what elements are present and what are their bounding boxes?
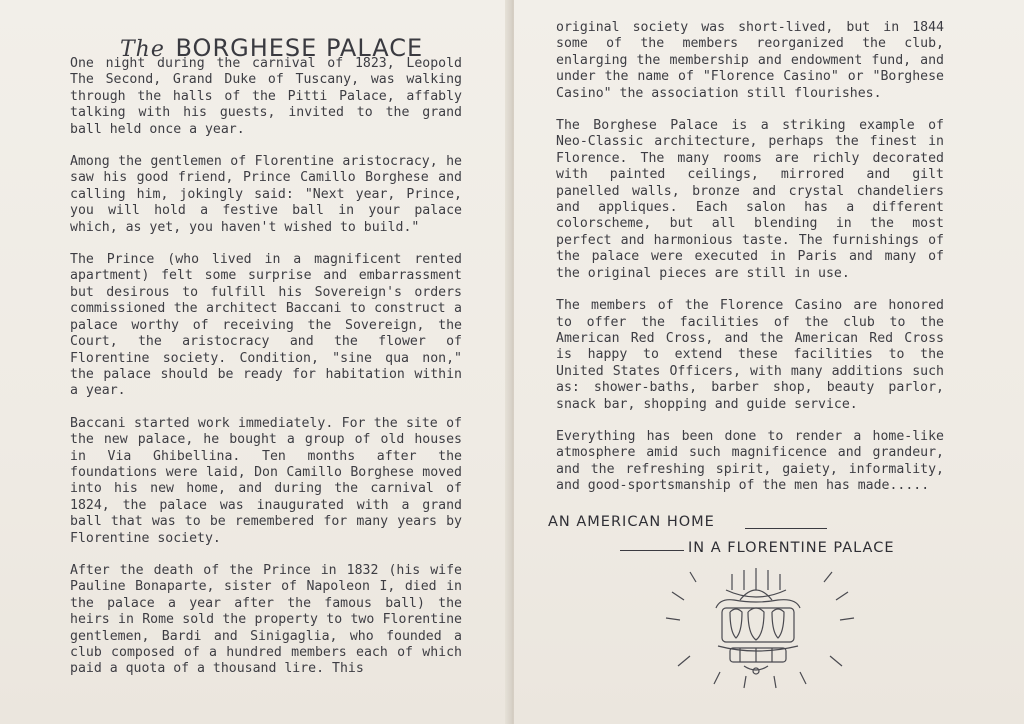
heading-underline [620, 550, 684, 551]
paragraph: The Prince (who lived in a magnificent rented apartment) felt some surprise and embarrassment but desirous to fulfill his Sovereign's orders commissioned the architect Baccani to construct a palace worthy of receiving the Sovereign, the Court, the aristocracy and the flower of Florentine society. Condition, "sine qua non," the palace should be ready for habitation within a year. [70, 252, 462, 399]
right-page-body [556, 20, 944, 511]
paragraph: The Borghese Palace is a striking example of Neo-Classic architecture, perhaps the finest in Florence. The many rooms are richly decorated with painted ceilings, mirrored and gilt panelled walls, bronze and crystal chandeliers and appliques. Each salon has a different colorscheme, but all blending in the most perfect and harmonious taste. The furnishings of the palace were executed in Paris and many of the original pieces are still in use. [556, 118, 944, 281]
title-text: BORGHESE PALACE [175, 34, 424, 62]
paragraph: The members of the Florence Casino are honored to offer the facilities of the club to the American Red Cross, and the American Red Cross is happy to extend these facilities to the United States Officers, with many additions such as: shower-baths, barber shop, beauty parlor, snack bar, shopping and guide service. [556, 298, 944, 412]
paragraph: After the death of the Prince in 1832 (his wife Pauline Bonaparte, sister of Napoleon I, died in the palace a year after the famous ball) the heirs in Rome sold the property to two Florentine gentlemen, Bardi and Sinigaglia, who founded a club composed of a hundred members each of which paid a quota of a thousand lire. This [70, 562, 462, 677]
left-page-body [70, 56, 462, 694]
closing-heading-line1: AN AMERICAN HOME [548, 514, 715, 530]
paragraph: Among the gentlemen of Florentine aristocracy, he saw his good friend, Prince Camillo Borghese and calling him, jokingly said: "Next year, Prince, you will hold a festive ball in your palace which, as yet, you haven't wished to build." [70, 154, 462, 235]
title-the: The [120, 37, 165, 62]
paragraph: Baccani started work immediately. For the site of the new palace, he bought a group of old houses in Via Ghibellina. Ten months after the foundations were laid, Don Camillo Borghese moved into his new home, and during the carnival of 1824, the palace was inaugurated with a grand ball that was to be remembered for many years by Florentine society. [70, 415, 462, 546]
closing-heading-line2: IN A FLORENTINE PALACE [688, 540, 895, 556]
heading-underline [745, 528, 827, 529]
paragraph: One night during the carnival of 1823, Leopold The Second, Grand Duke of Tuscany, was walking through the halls of the Pitti Palace, affably talking with his guests, invited to the grand ball held once a year. [70, 56, 462, 137]
palace-emblem-icon [660, 560, 860, 690]
left-page [0, 0, 510, 724]
paragraph: original society was short-lived, but in 1844 some of the members reorganized the club, enlarging the membership and endowment fund, and under the name of "Florence Casino" or "Borghese Casino" the association still flourishes. [556, 20, 944, 101]
paragraph: Everything has been done to render a home-like atmosphere amid such magnificence and grandeur, and the refreshing spirit, gaiety, informality, and good-sportsmanship of the men has made..... [556, 428, 944, 494]
